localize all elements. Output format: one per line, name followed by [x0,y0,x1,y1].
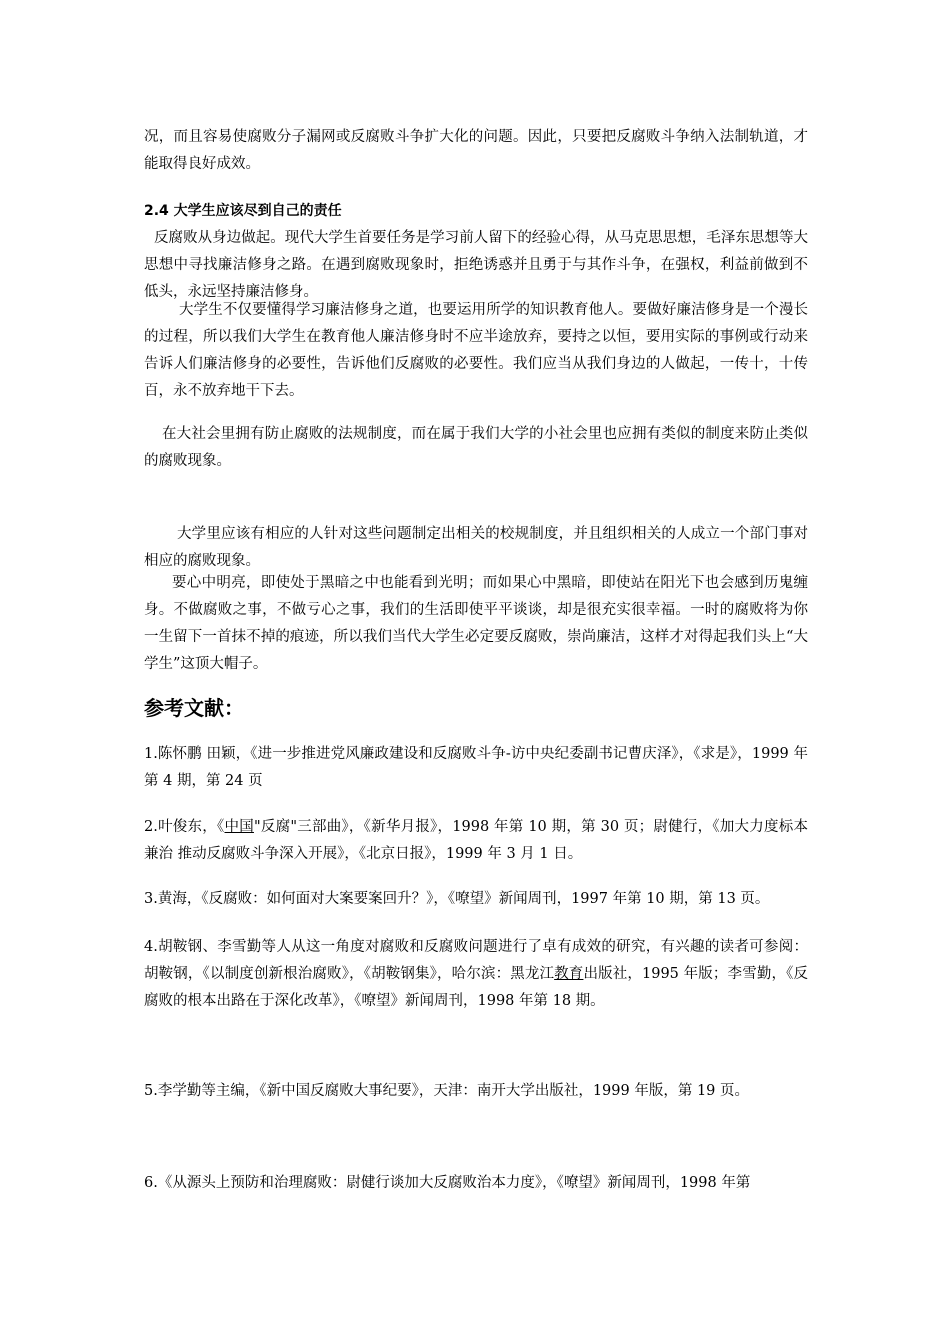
reference-4 [144,934,808,1015]
paragraph-1: 反腐败从身边做起。现代大学生首要任务是学习前人留下的经验心得，从马克思思想，毛泽东思想等大思想中寻找廉洁修身之路。在遇到腐败现象时，拒绝诱惑并且勇于与其作斗争，在强权，利益前做到不低头，永远坚持廉洁修身。 [144,230,808,300]
reference-3: 3.黄海，《反腐败：如何面对大案要案回升？》，《嘹望》新闻周刊，1997 年第 10 期，第 13 页。 [144,891,770,907]
reference-4-text-b: 出版社，1995 年版；李雪勤，《反腐败的根本出路在于深化改革》，《嘹望》新闻周刊，1998 年第 18 期。 [144,966,808,1009]
reference-4-link-education[interactable]: 教育 [554,966,584,982]
reference-2-link-china[interactable]: 中国 [224,819,254,835]
paragraph-3: 在大社会里拥有防止腐败的法规制度，而在属于我们大学的小社会里也应拥有类似的制度来防止类似的腐败现象。 [144,426,808,469]
reference-2-text-a: 2.叶俊东，《 [144,819,225,835]
reference-4-text-a: 4.胡鞍钢、李雪勤等人从这一角度对腐败和反腐败问题进行了卓有成效的研究，有兴趣的读者可参阅：胡鞍钢，《以制度创新根治腐败》，《胡鞍钢集》，哈尔滨：黑龙江 [144,939,808,982]
paragraph-intro: 况，而且容易使腐败分子漏网或反腐败斗争扩大化的问题。因此，只要把反腐败斗争纳入法制轨道，才能取得良好成效。 [144,129,808,172]
reference-2-text-b: "反腐"三部曲》，《新华月报》，1998 年第 10 期，第 30 页；尉健行，《加大力度标本兼治 推动反腐败斗争深入开展》，《北京日报》，1999 年 3 月 1 日。 [144,819,808,862]
reference-5: 5.李学勤等主编，《新中国反腐败大事纪要》，天津：南开大学出版社，1999 年版，第 19 页。 [144,1083,750,1099]
paragraph-4: 大学里应该有相应的人针对这些问题制定出相关的校规制度，并且组织相关的人成立一个部门事对相应的腐败现象。 [144,526,808,569]
reference-2 [144,814,808,868]
references-heading: 参考文献： [144,696,244,720]
paragraph-5: 要心中明亮，即使处于黑暗之中也能看到光明；而如果心中黑暗，即使站在阳光下也会感到历鬼缠身。不做腐败之事，不做亏心之事，我们的生活即使平平谈谈，却是很充实很幸福。一时的腐败将为你一生留下一首抹不掉的痕迹，所以我们当代大学生必定要反腐败，崇尚廉洁，这样才对得起我们头上“大学生”这顶大帽子。 [144,575,808,672]
reference-1: 1.陈怀鹏 田颖，《进一步推进党风廉政建设和反腐败斗争-访中央纪委副书记曹庆泽》，《求是》，1999 年第 4 期，第 24 页 [144,746,808,789]
section-heading: 2.4 大学生应该尽到自己的责任 [144,203,342,219]
reference-6: 6.《从源头上预防和治理腐败：尉健行谈加大反腐败治本力度》，《嘹望》新闻周刊，1998 年第 [144,1175,751,1191]
paragraph-2: 大学生不仅要懂得学习廉洁修身之道，也要运用所学的知识教育他人。要做好廉洁修身是一个漫长的过程，所以我们大学生在教育他人廉洁修身时不应半途放弃，要持之以恒，要用实际的事例或行动来告诉人们廉洁修身的必要性，告诉他们反腐败的必要性。我们应当从我们身边的人做起，一传十，十传百，永不放弃地干下去。 [144,302,808,399]
